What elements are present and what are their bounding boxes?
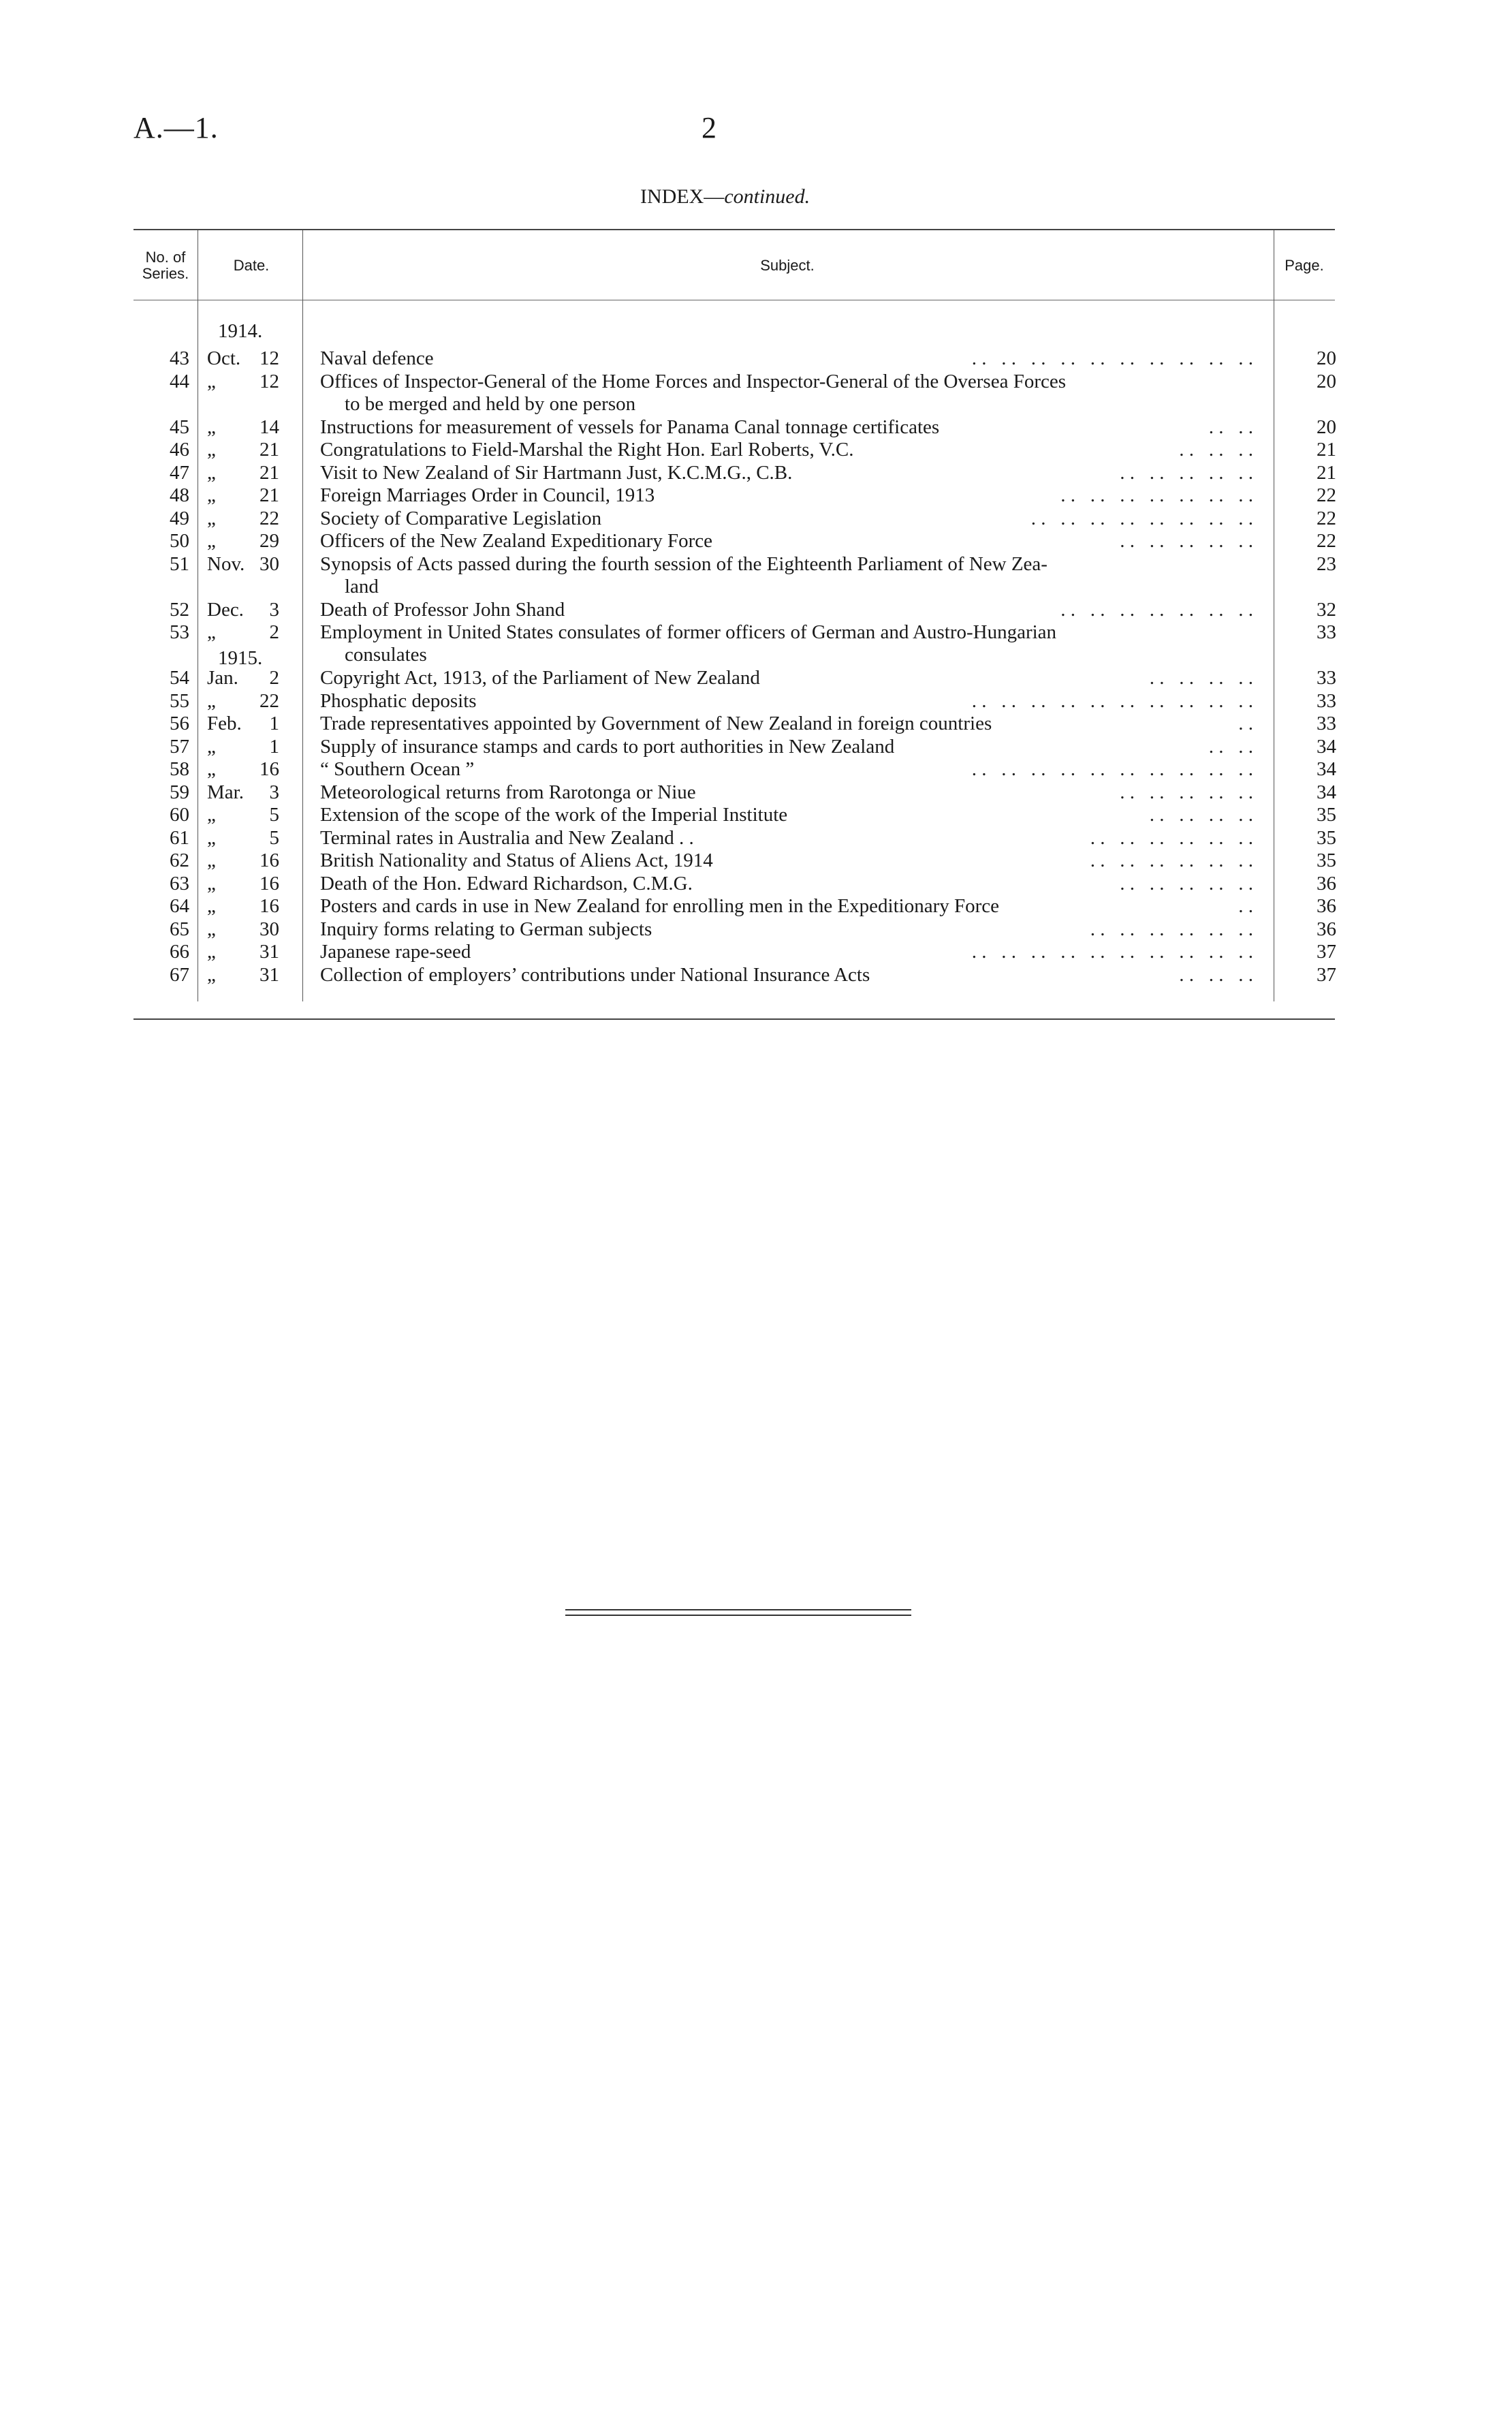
row-month: Nov. [207, 552, 245, 575]
column-header-page: Page. [1285, 257, 1324, 274]
column-header-subject: Subject. [760, 257, 815, 274]
row-dot-leaders: . . . . . . . . . . . . . . . . . . . . [971, 689, 1253, 712]
row-page-number: 22 [1317, 484, 1336, 506]
row-subject-text: Meteorological returns from Rarotonga or Niue [320, 781, 696, 803]
row-day: 12 [259, 347, 279, 369]
row-series-number: 47 [170, 461, 189, 484]
row-series-number: 63 [170, 872, 189, 894]
row-page-number: 23 [1317, 552, 1336, 575]
row-day: 5 [269, 804, 279, 826]
column-header-date: Date. [233, 257, 270, 274]
row-series-number: 62 [170, 850, 189, 871]
row-subject [320, 621, 1410, 666]
row-day: 21 [259, 461, 279, 484]
row-subject-text: British Nationality and Status of Aliens Act, 1914 [320, 850, 713, 871]
row-dot-leaders: . . . . . . . . [1149, 804, 1253, 826]
row-page-number: 33 [1317, 621, 1336, 643]
row-series-number: 51 [170, 552, 189, 575]
footer-rule-bottom [565, 1615, 911, 1616]
row-subject-text: Death of the Hon. Edward Richardson, C.M.G. [320, 872, 693, 894]
row-month: „ [207, 941, 216, 963]
row-subject-continuation: to be merged and held by one person [345, 392, 636, 415]
row-month: „ [207, 895, 216, 917]
row-subject-text: Terminal rates in Australia and New Zealand . . [320, 826, 694, 849]
row-series-number: 43 [170, 347, 189, 369]
row-series-number: 64 [170, 895, 189, 917]
row-day: 21 [259, 484, 279, 506]
year-label-1915: 1915. [218, 647, 263, 669]
row-page-number: 22 [1317, 507, 1336, 529]
row-month: „ [207, 416, 216, 438]
row-dot-leaders: . . . . . . . . . . . . . . . . [1030, 507, 1253, 529]
row-month: „ [207, 370, 216, 392]
row-day: 16 [259, 850, 279, 871]
row-month: „ [207, 439, 216, 461]
row-page-number: 21 [1317, 439, 1336, 461]
row-series-number: 52 [170, 598, 189, 621]
row-day: 31 [259, 963, 279, 986]
row-day: 1 [269, 713, 279, 734]
row-series-number: 50 [170, 530, 189, 552]
row-subject-text: Supply of insurance stamps and cards to port authorities in New Zealand [320, 735, 895, 758]
row-page-number: 34 [1317, 781, 1336, 803]
row-day: 3 [269, 781, 279, 803]
row-subject-text: “ Southern Ocean ” [320, 758, 475, 780]
row-series-number: 56 [170, 713, 189, 734]
row-page-number: 34 [1317, 735, 1336, 758]
row-page-number: 36 [1317, 872, 1336, 894]
row-dot-leaders: . . . . . . . . . . . . . . [1060, 484, 1253, 506]
row-subject-continuation: land [345, 575, 379, 597]
row-series-number: 59 [170, 781, 189, 803]
row-dot-leaders: . . . . [1208, 735, 1253, 758]
row-series-number: 46 [170, 439, 189, 461]
row-subject [320, 553, 1410, 598]
row-month: Dec. [207, 598, 244, 621]
row-dot-leaders: . . . . . . . . . . . . . . . . . . . . [971, 941, 1253, 963]
row-page-number: 33 [1317, 713, 1336, 734]
row-subject-text: Officers of the New Zealand Expeditionary Force [320, 530, 713, 552]
column-divider-date [302, 230, 303, 1001]
row-page-number: 21 [1317, 461, 1336, 484]
row-month: „ [207, 484, 216, 506]
row-subject-text: Copyright Act, 1913, of the Parliament of New Zealand [320, 667, 760, 689]
row-series-number: 54 [170, 667, 189, 689]
row-day: 5 [269, 826, 279, 849]
row-dot-leaders: . . . . . . [1179, 963, 1253, 986]
row-subject-continuation: consulates [345, 644, 427, 666]
row-subject-text: Japanese rape-seed [320, 941, 471, 963]
row-page-number: 36 [1317, 895, 1336, 917]
row-page-number: 35 [1317, 850, 1336, 871]
row-month: „ [207, 507, 216, 529]
row-month: „ [207, 621, 216, 643]
row-dot-leaders: . . . . . . . . . . [1120, 530, 1253, 552]
row-series-number: 48 [170, 484, 189, 506]
row-subject-text: Phosphatic deposits [320, 689, 477, 712]
row-page-number: 33 [1317, 689, 1336, 712]
year-label-1914: 1914. [218, 320, 263, 342]
row-month: „ [207, 530, 216, 552]
row-series-number: 67 [170, 963, 189, 986]
table-bottom-rule [133, 1018, 1335, 1020]
row-day: 16 [259, 758, 279, 780]
row-day: 14 [259, 416, 279, 438]
row-page-number: 34 [1317, 758, 1336, 780]
row-day: 3 [269, 598, 279, 621]
row-dot-leaders: . . [1238, 713, 1253, 734]
row-day: 30 [259, 552, 279, 575]
row-subject-text: Extension of the scope of the work of the Imperial Institute [320, 804, 788, 826]
row-day: 2 [269, 667, 279, 689]
row-series-number: 53 [170, 621, 189, 643]
row-dot-leaders: . . . . . . . . . . . . [1090, 850, 1253, 871]
row-series-number: 61 [170, 826, 189, 849]
row-page-number: 37 [1317, 941, 1336, 963]
row-subject-text: Trade representatives appointed by Government of New Zealand in foreign countries [320, 713, 992, 734]
row-month: Oct. [207, 347, 241, 369]
row-subject-text: Naval defence [320, 347, 434, 369]
row-month: Mar. [207, 781, 244, 803]
row-page-number: 35 [1317, 826, 1336, 849]
index-title [640, 185, 810, 208]
row-series-number: 55 [170, 689, 189, 712]
row-day: 29 [259, 530, 279, 552]
row-subject-text: Offices of Inspector-General of the Home Forces and Inspector-General of the Oversea Forces [320, 370, 1067, 392]
row-month: „ [207, 872, 216, 894]
row-day: 31 [259, 941, 279, 963]
row-day: 30 [259, 918, 279, 940]
row-day: 21 [259, 439, 279, 461]
row-day: 16 [259, 895, 279, 917]
row-page-number: 37 [1317, 963, 1336, 986]
row-subject-text: Congratulations to Field-Marshal the Right Hon. Earl Roberts, V.C. [320, 439, 854, 461]
row-dot-leaders: . . . . . . . . [1149, 667, 1253, 689]
row-subject-text: Visit to New Zealand of Sir Hartmann Just, K.C.M.G., C.B. [320, 461, 793, 484]
row-dot-leaders: . . . . . . . . . . . . . . . . . . . . [971, 347, 1253, 369]
row-page-number: 22 [1317, 530, 1336, 552]
row-subject-text: Death of Professor John Shand [320, 598, 565, 621]
row-series-number: 57 [170, 735, 189, 758]
row-dot-leaders: . . . . . . . . . . . . [1090, 826, 1253, 849]
index-title-main: INDEX— [640, 185, 725, 208]
row-dot-leaders: . . . . . . . . . . . . . . . . . . . . [971, 758, 1253, 780]
row-dot-leaders: . . . . . . . . . . [1120, 781, 1253, 803]
row-page-number: 35 [1317, 804, 1336, 826]
row-day: 2 [269, 621, 279, 643]
row-dot-leaders: . . . . . . . . . . . . . . [1060, 598, 1253, 621]
row-month: „ [207, 850, 216, 871]
row-subject-text: Foreign Marriages Order in Council, 1913 [320, 484, 655, 506]
row-page-number: 36 [1317, 918, 1336, 940]
row-dot-leaders: . . [1238, 895, 1253, 917]
row-series-number: 66 [170, 941, 189, 963]
row-series-number: 44 [170, 370, 189, 392]
row-dot-leaders: . . . . . . . . . . [1120, 461, 1253, 484]
document-code: A.—1. [133, 111, 219, 144]
row-dot-leaders: . . . . . . [1179, 439, 1253, 461]
row-day: 22 [259, 507, 279, 529]
row-day: 22 [259, 689, 279, 712]
row-month: „ [207, 735, 216, 758]
row-subject [320, 371, 1410, 416]
row-subject-text: Posters and cards in use in New Zealand for enrolling men in the Expeditionary Force [320, 895, 1000, 917]
row-day: 16 [259, 872, 279, 894]
table-top-rule [133, 229, 1335, 230]
row-page-number: 20 [1317, 370, 1336, 392]
row-month: „ [207, 804, 216, 826]
row-page-number: 33 [1317, 667, 1336, 689]
row-month: „ [207, 461, 216, 484]
row-dot-leaders: . . . . . . . . . . . . [1090, 918, 1253, 940]
row-series-number: 65 [170, 918, 189, 940]
row-month: Jan. [207, 667, 238, 689]
row-month: „ [207, 826, 216, 849]
row-series-number: 45 [170, 416, 189, 438]
row-page-number: 32 [1317, 598, 1336, 621]
row-page-number: 20 [1317, 416, 1336, 438]
row-month: „ [207, 918, 216, 940]
row-subject-text: Inquiry forms relating to German subjects [320, 918, 652, 940]
row-day: 12 [259, 370, 279, 392]
row-subject-text: Employment in United States consulates of former officers of German and Austro-Hungarian [320, 621, 1057, 643]
row-subject-text: Collection of employers’ contributions under National Insurance Acts [320, 963, 870, 986]
row-month: „ [207, 963, 216, 986]
footer-rule-top [565, 1609, 911, 1610]
row-month: „ [207, 758, 216, 780]
row-series-number: 49 [170, 507, 189, 529]
index-title-continued: continued. [724, 185, 810, 208]
row-month: „ [207, 689, 216, 712]
row-dot-leaders: . . . . . . . . . . [1120, 872, 1253, 894]
page-number: 2 [702, 111, 716, 144]
row-series-number: 60 [170, 804, 189, 826]
row-day: 1 [269, 735, 279, 758]
row-month: Feb. [207, 713, 242, 734]
row-subject-text: Society of Comparative Legislation [320, 507, 602, 529]
row-subject-text: Synopsis of Acts passed during the fourth session of the Eighteenth Parliament of New Zea- [320, 552, 1048, 575]
row-series-number: 58 [170, 758, 189, 780]
row-dot-leaders: . . . . [1208, 416, 1253, 438]
column-header-no: No. of Series. [142, 249, 189, 282]
row-subject-text: Instructions for measurement of vessels for Panama Canal tonnage certificates [320, 416, 940, 438]
row-page-number: 20 [1317, 347, 1336, 369]
